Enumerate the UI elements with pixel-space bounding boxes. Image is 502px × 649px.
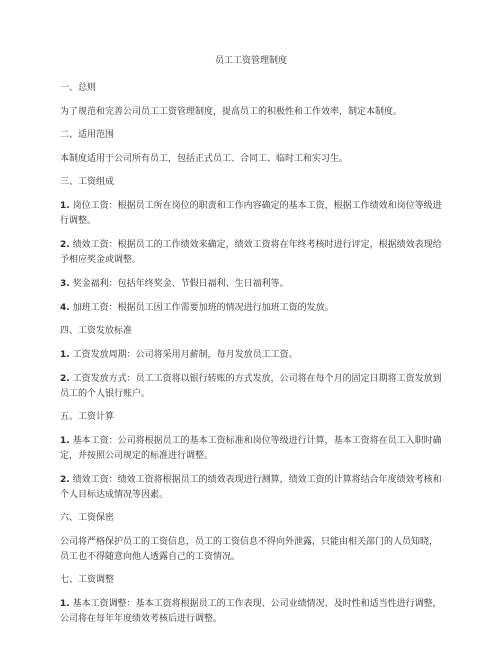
item-number: 1. — [60, 436, 70, 446]
paragraph — [60, 105, 442, 120]
section-heading: 三、工资组成 — [60, 177, 115, 187]
section-heading: 二、适用范围 — [60, 130, 115, 140]
item-text: 基本工资调整：基本工资将根据员工的工作表现、公司业绩情况、及时性和适当性进行调整，公司将在每年年度绩效考核后进行调整。 — [60, 599, 442, 624]
document-body — [60, 82, 442, 627]
list-item — [60, 473, 442, 503]
section-heading: 一、总则 — [60, 83, 97, 93]
item-text: 绩效工资：根据员工的工作绩效来确定，绩效工资将在年终考核时进行评定，根据绩效表现给予相应奖金或调整。 — [60, 240, 442, 265]
item-number: 2. — [60, 240, 70, 250]
list-item — [60, 372, 442, 402]
item-text: 工资发放周期：公司将采用月薪制，每月发放员工工资。 — [72, 350, 298, 360]
document-title: 员工工资管理制度 — [214, 56, 287, 66]
item-text: 绩效工资：绩效工资将根据员工的绩效表现进行测算，绩效工资的计算将结合年度绩效考核和个人目标达成情况等因素。 — [60, 475, 442, 500]
paragraph-text: 为了规范和完善公司员工工资管理制度，提高员工的积极性和工作效率，制定本制度。 — [60, 107, 403, 117]
list-item — [60, 238, 442, 268]
list-item — [60, 301, 442, 316]
list-item — [60, 199, 442, 229]
section-heading: 六、工资保密 — [60, 513, 115, 523]
item-number: 1. — [60, 599, 70, 609]
item-number: 2. — [60, 374, 70, 384]
section-heading: 七、工资调整 — [60, 575, 115, 585]
item-text: 工资发放方式：员工工资将以银行转账的方式发放，公司将在每个月的固定日期将工资发放到员工的个人银行账户。 — [60, 374, 442, 399]
item-text: 加班工资：根据员工因工作需要加班的情况进行加班工资的发放。 — [72, 303, 334, 313]
list-item — [60, 434, 442, 464]
item-text: 奖金福利：包括年终奖金、节假日福利、生日福利等。 — [72, 279, 289, 289]
list-item — [60, 348, 442, 363]
item-number: 2. — [60, 475, 70, 485]
paragraph — [60, 152, 442, 167]
paragraph — [60, 535, 442, 565]
list-item — [60, 597, 442, 627]
list-item — [60, 277, 442, 292]
section-heading: 四、工资发放标准 — [60, 326, 133, 336]
paragraph-text: 本制度适用于公司所有员工，包括正式员工、合同工、临时工和实习生。 — [60, 154, 349, 164]
item-number: 3. — [60, 279, 70, 289]
item-text: 基本工资：公司将根据员工的基本工资标准和岗位等级进行计算，基本工资将在员工入职时确定，并按照公司规定的标准进行调整。 — [60, 436, 442, 461]
item-number: 1. — [60, 350, 70, 360]
item-number: 4. — [60, 303, 70, 313]
section-heading: 五、工资计算 — [60, 412, 115, 422]
item-text: 岗位工资：根据员工所在岗位的职责和工作内容确定的基本工资，根据工作绩效和岗位等级进行调整。 — [60, 201, 442, 226]
item-number: 1. — [60, 201, 70, 211]
paragraph-text: 公司将严格保护员工的工资信息，员工的工资信息不得向外泄露，只能由相关部门的人员知晓，员工也不得随意向他人透露自己的工资情况。 — [60, 537, 439, 562]
